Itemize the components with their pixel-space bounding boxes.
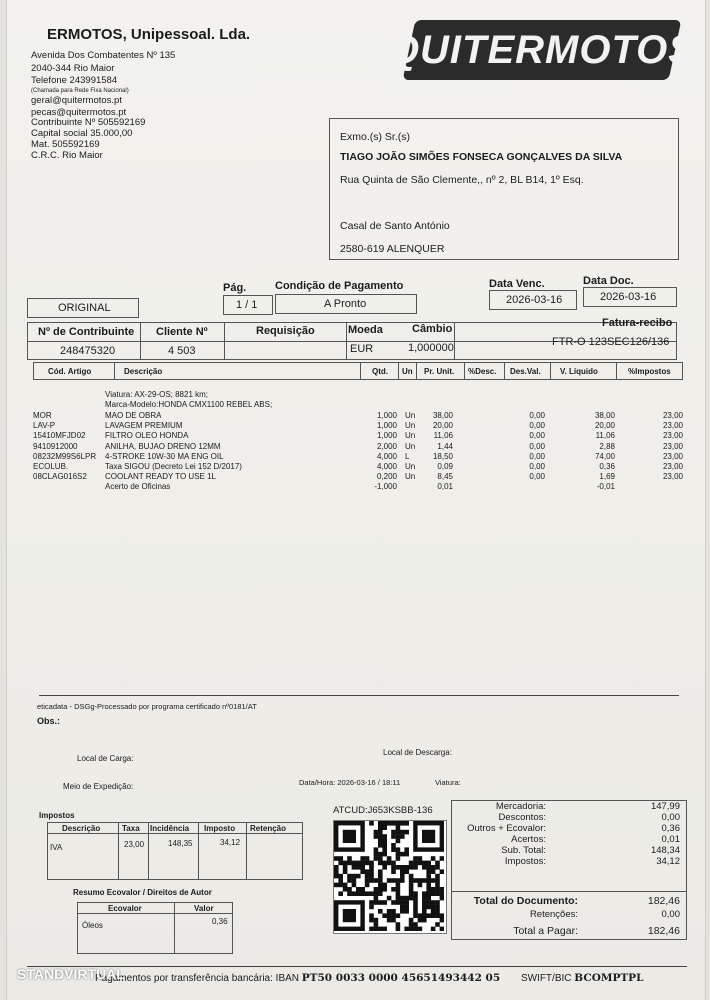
cell-price: 8,45 (437, 472, 453, 482)
company-logo (387, 20, 697, 80)
tax-row-base: 148,35 (168, 839, 193, 848)
amount-due-label: Total a Pagar: (513, 925, 578, 937)
exchange-label: Câmbio (412, 323, 453, 335)
vehicle-model: Marca-Modelo:HONDA CMX1100 REBEL ABS; (105, 400, 273, 409)
currency-label: Moeda (348, 324, 383, 336)
subtotal-label: Sub. Total: (501, 845, 546, 856)
tax-col-rate: Taxa (122, 824, 140, 833)
company-phone: Telefone 243991584 (31, 75, 118, 86)
cell-un: Un (405, 441, 416, 451)
discounts-label: Descontos: (498, 812, 546, 823)
datetime-label: Data/Hora: 2026-03-16 / 18:11 (299, 778, 401, 787)
cell-price: 11,06 (433, 431, 453, 441)
invoice-paper (6, 0, 706, 1000)
doc-date-box (583, 287, 677, 307)
iban-value: PT50 0033 0000 45651493442 05 (301, 972, 501, 984)
vehicle-plate-km: Viatura: AX-29-OS; 8821 km; (105, 390, 209, 399)
vehicle-info (105, 390, 272, 410)
unloading-place-label: Local de Descarga: (383, 748, 452, 757)
cell-qty: 4,000 (376, 451, 397, 461)
cell-price: 20,00 (432, 421, 453, 431)
due-date-label: Data Venc. (489, 278, 545, 290)
standvirtual-watermark: STANDVIRTUAL (17, 966, 125, 982)
client-greeting: Exmo.(s) Sr.(s) (340, 131, 410, 143)
cell-net: 2,88 (599, 441, 615, 451)
cell-desc: FILTRO OLEO HONDA (105, 431, 189, 441)
doc-type-label: Fatura-recibo (602, 317, 673, 329)
cell-desc: 4-STROKE 10W-30 MA ENG OIL (105, 451, 224, 461)
payment-condition-value: A Pronto (324, 298, 367, 310)
atcud-code: ATCUD:J653KSBB-136 (333, 805, 433, 816)
cell-desc: Acerto de Oficinas (105, 482, 171, 492)
due-date-value: 2026-03-16 (506, 294, 563, 306)
table-row (7, 472, 705, 482)
ecovalor-title: Resumo Ecovalor / Direitos de Autor (73, 888, 212, 897)
others-ecovalor-value: 0,36 (661, 823, 680, 834)
cell-qty: 1,000 (376, 421, 397, 431)
tax-col-withholding: Retenção (250, 824, 287, 833)
taxes-total-label: Impostos: (504, 856, 546, 867)
payment-footer (95, 972, 643, 984)
cell-desc: LAVAGEM PREMIUM (105, 421, 183, 431)
page-label: Pág. (223, 282, 247, 294)
cell-code: 9410912000 (33, 441, 78, 451)
cell-code: 08CLAG016S2 (33, 472, 87, 482)
merchandise-value: 147,99 (650, 801, 680, 812)
cell-tax: 23,00 (662, 421, 683, 431)
cell-desval: 0,00 (529, 472, 545, 482)
company-address: Avenida Dos Combatentes Nº 135 (31, 50, 176, 61)
col-net-value: V. Líquido (560, 367, 598, 376)
swift-label: SWIFT/BIC (520, 973, 572, 984)
cell-desval: 0,00 (529, 421, 545, 431)
cell-desval: 0,00 (529, 462, 545, 471)
taxes-title: Impostos (39, 811, 75, 820)
eco-row-value: 0,36 (212, 917, 228, 926)
cell-net: 20,00 (594, 421, 615, 431)
cell-qty: 0,200 (376, 472, 397, 482)
payment-condition-label: Condição de Pagamento (275, 280, 404, 292)
cell-tax: 23,00 (662, 462, 683, 471)
col-unit: Un (402, 367, 413, 376)
cell-desc: MAO DE OBRA (105, 411, 162, 420)
cell-code: 08232M99S6LPR (33, 451, 97, 461)
eco-col-name: Ecovalor (108, 904, 142, 913)
separator-line (39, 695, 679, 696)
client-name: TIAGO JOÃO SIMÕES FONSECA GONÇALVES DA SILVA (340, 151, 623, 163)
tax-row-rate: 23,00 (124, 840, 145, 849)
company-phone-note: (Chamada para Rede Fixa Nacional) (31, 88, 129, 94)
cell-tax: 23,00 (662, 431, 683, 441)
eco-row-name: Óleos (82, 921, 103, 930)
col-unit-price: Pr. Unit. (424, 367, 455, 376)
table-row (7, 411, 705, 421)
cell-qty: 4,000 (376, 462, 397, 471)
ecovalor-table (77, 902, 233, 954)
client-locality: Casal de Santo António (340, 220, 450, 232)
cell-qty: 1,000 (376, 431, 397, 441)
cell-net: 38,00 (594, 411, 615, 420)
company-nif: Contribuinte Nº 505592169 (31, 117, 146, 128)
cell-un: Un (405, 421, 416, 431)
payment-condition-box (275, 294, 417, 314)
cell-net: -0,01 (596, 482, 615, 492)
company-capital: Capital social 35.000,00 (31, 128, 133, 139)
table-row (7, 452, 705, 462)
customer-info-row (27, 317, 677, 360)
col-discount-value: Des.Val. (510, 367, 541, 376)
col-description: Descrição (124, 367, 163, 376)
cell-un: Un (405, 431, 416, 441)
table-row (7, 462, 705, 472)
shipping-method-label: Meio de Expedição: (63, 782, 134, 791)
cell-price: 0,01 (437, 482, 453, 492)
taxes-table (47, 822, 303, 880)
client-postal: 2580-619 ALENQUER (340, 243, 445, 255)
col-qty: Qtd. (372, 367, 388, 376)
company-mat: Mat. 505592169 (31, 139, 100, 150)
cell-price: 1,44 (437, 441, 453, 451)
cell-net: 1,69 (599, 472, 615, 482)
cell-code: 15410MFJD02 (33, 431, 86, 441)
cell-code: MOR (33, 411, 52, 420)
tax-col-amount: Imposto (204, 824, 236, 833)
col-tax: %Impostos (628, 367, 671, 376)
requisition-label: Requisição (256, 325, 315, 337)
cell-qty: 1,000 (376, 411, 397, 420)
document-total-label: Total do Documento: (473, 895, 578, 907)
cell-desc: ANILHA, BUJAO DRENO 12MM (105, 441, 221, 451)
client-number-value: 4 503 (168, 345, 196, 357)
vehicle-label: Viatura: (435, 778, 461, 787)
company-email-general: geral@quitermotos.pt (31, 95, 122, 106)
doc-number: FTR-O 123SEC126/136 (552, 336, 670, 348)
taxes-total-value: 34,12 (656, 856, 680, 867)
page-box (223, 295, 273, 315)
cell-tax: 23,00 (662, 411, 683, 420)
client-street: Rua Quinta de São Clemente,, nº 2, BL B14, 1º Esq. (340, 174, 584, 186)
col-code: Cód. Artigo (48, 367, 92, 376)
withholdings-value: 0,00 (661, 909, 680, 920)
cell-un: Un (405, 462, 416, 471)
nif-value: 248475320 (60, 345, 116, 357)
cell-price: 18,50 (432, 451, 453, 461)
merchandise-label: Mercadoria: (495, 801, 546, 812)
others-ecovalor-label: Outros + Ecovalor: (467, 823, 546, 834)
cell-desc: COOLANT READY TO USE 1L (105, 472, 217, 482)
cell-code: ECOLUB. (33, 462, 69, 471)
exchange-value: 1,000000 (408, 342, 454, 354)
tax-col-description: Descrição (62, 824, 101, 833)
certification-text: eticadata - DSGg-Processado por programa certificado nº0181/AT (37, 702, 257, 711)
cell-desval: 0,00 (529, 441, 545, 451)
table-row (7, 482, 705, 492)
withholdings-label: Retenções: (529, 909, 578, 920)
cell-tax: 23,00 (662, 472, 683, 482)
payment-text: Pagamentos por transferência bancária: IBAN (95, 973, 299, 984)
cell-qty: -1,000 (374, 482, 397, 492)
tax-row-amount: 34,12 (220, 838, 241, 847)
col-discount: %Desc. (468, 367, 497, 376)
footer-rule (27, 966, 687, 967)
eco-col-value: Valor (194, 904, 214, 913)
cell-un: Un (405, 472, 416, 482)
subtotal-value: 148,34 (650, 845, 680, 856)
cell-net: 74,00 (594, 451, 615, 461)
nif-label: Nº de Contribuinte (38, 326, 135, 338)
tax-row-description: IVA (50, 843, 63, 852)
items-table-header (33, 362, 683, 380)
client-number-label: Cliente Nº (156, 326, 208, 338)
cell-qty: 2,000 (376, 441, 397, 451)
cell-price: 0,09 (437, 462, 453, 471)
table-row (7, 442, 705, 452)
company-email-parts: pecas@quitermotos.pt (31, 107, 127, 118)
table-row (7, 421, 705, 431)
qr-code (333, 820, 447, 934)
cell-desval: 0,00 (529, 451, 545, 461)
cell-tax: 23,00 (662, 441, 683, 451)
adjustments-value: 0,01 (661, 834, 680, 845)
cell-desc: Taxa SIGOU (Decreto Lei 152 D/2017) (105, 462, 242, 471)
cell-un: L (405, 451, 410, 461)
doc-date-value: 2026-03-16 (600, 291, 657, 303)
table-row (7, 431, 705, 441)
doc-date-label: Data Doc. (583, 275, 634, 287)
observations-label: Obs.: (37, 716, 61, 726)
amount-due-value: 182,46 (647, 925, 680, 937)
document-total-value: 182,46 (647, 895, 680, 907)
company-name: ERMOTOS, Unipessoal. Lda. (47, 26, 251, 43)
cell-un: Un (405, 411, 416, 420)
logo-text: QUITERMOTOS (387, 27, 697, 72)
company-postal: 2040-344 Rio Maior (31, 63, 115, 74)
cell-price: 38,00 (432, 411, 453, 420)
swift-value: BCOMPTPL (574, 972, 644, 984)
totals-box (451, 800, 687, 940)
loading-place-label: Local de Carga: (77, 754, 134, 763)
due-date-box (489, 290, 577, 310)
company-crc: C.R.C. Rio Maior (31, 150, 103, 161)
original-box (27, 298, 139, 318)
cell-net: 0,36 (599, 462, 615, 471)
cell-tax: 23,00 (662, 451, 683, 461)
cell-code: LAV-P (33, 421, 56, 431)
tax-col-base: Incidência (150, 824, 190, 833)
cell-desval: 0,00 (529, 411, 545, 420)
discounts-value: 0,00 (661, 812, 680, 823)
cell-net: 11,06 (595, 431, 615, 441)
client-address-box (329, 118, 679, 260)
original-label: ORIGINAL (58, 302, 111, 314)
currency-value: EUR (350, 343, 374, 355)
adjustments-label: Acertos: (511, 834, 546, 845)
cell-desval: 0,00 (529, 431, 545, 441)
page-value: 1 / 1 (236, 299, 258, 311)
